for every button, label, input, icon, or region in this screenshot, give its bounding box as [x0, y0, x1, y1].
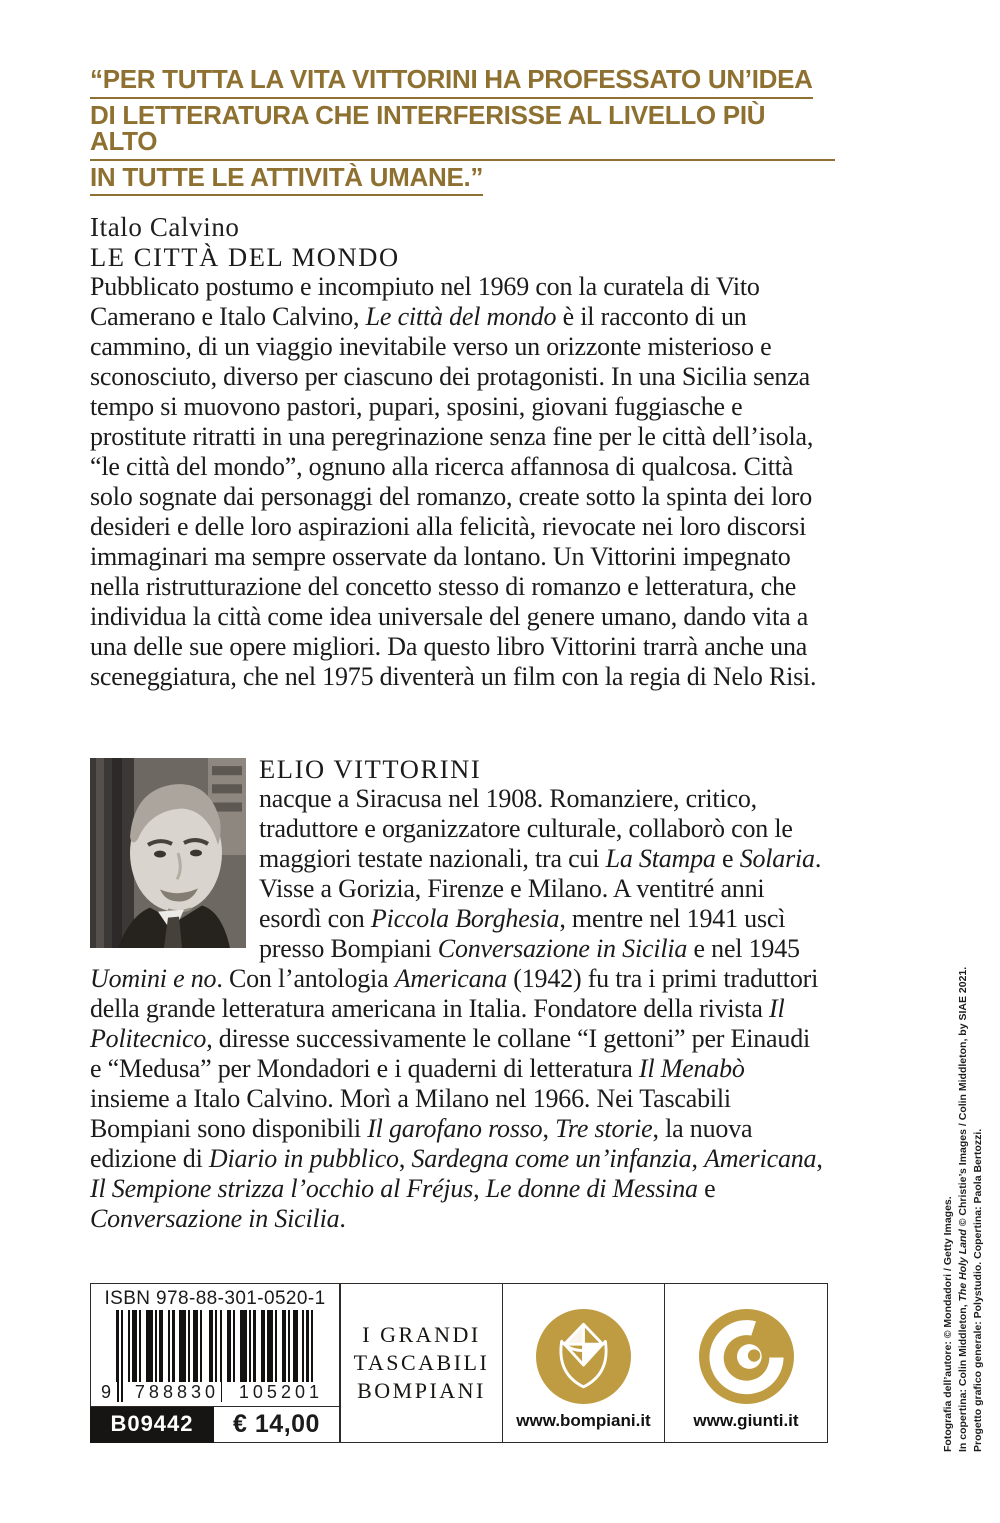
author-section — [90, 754, 827, 1234]
price-label: € 14,00 — [214, 1406, 340, 1443]
photo-credits — [941, 950, 986, 1452]
synopsis-text: Pubblicato postumo e incompiuto nel 1969 con la curatela di Vito Camerano e Italo Calvino, Le città del mondo è il racconto di un cammino, di un viaggio inevitabile verso un orizzonte misterioso e sconosciuto, diverso per ciascuno dei protagonisti. In una Sicilia senza tempo si muovono pastori, pupari, sposini, giovani fuggiasche e prostitute ritratti in una peregrinazione senza fine per le città dell’isola, “le città del mondo”, ognuno alla ricerca affannosa di qualcosa. Città solo sognate dai personaggi del romanzo, create sotto la spinta dei loro desideri e delle loro aspirazioni alla felicità, rievocate nei loro discorsi immaginari ma sempre osservate da lontano. Un Vittorini impegnato nella ristrutturazione del concetto stesso di romanzo e letteratura, che individua la città come idea universale del genere umano, dando vita a una delle sue opere migliori. Da questo libro Vittorini trarrà anche una sceneggiatura, che nel 1975 diventerà un film con la regia di Nelo Risi. — [90, 272, 817, 691]
book-title-heading: LE CITTÀ DEL MONDO — [90, 242, 400, 272]
barcode-digits — [99, 1382, 325, 1403]
quote-attribution: Italo Calvino — [90, 212, 240, 243]
barcode-box — [90, 1283, 340, 1407]
giunti-url: www.giunti.it — [693, 1411, 799, 1430]
cover-quote — [90, 66, 835, 243]
giunti-logo-icon — [699, 1309, 794, 1404]
barcode-digit-group: 105201 — [238, 1382, 323, 1402]
bompiani-logo-icon — [536, 1309, 631, 1404]
quote-text: DI LETTERATURA CHE INTERFERISSE AL LIVELLO PIÙ ALTO — [90, 102, 835, 161]
credit-line: In copertina: Colin Middleton, The Holy Land © Christie’s Images / Colin Middleton, by SIAE 2021. — [957, 966, 969, 1452]
series-line: TASCABILI — [353, 1350, 490, 1375]
quote-line — [90, 99, 835, 164]
credit-line: Fotografia dell’autore: © Mondadori / Getty Images. — [942, 1196, 954, 1452]
isbn-label: ISBN 978-88-301-0520-1 — [104, 1288, 326, 1309]
bompiani-panel — [502, 1283, 666, 1443]
author-name-heading: ELIO VITTORINI — [259, 754, 482, 784]
barcode-panel — [90, 1283, 340, 1443]
quote-line — [90, 161, 835, 200]
edition-code-badge: B09442 — [90, 1406, 214, 1443]
barcode-digit-group: 788830 — [134, 1382, 219, 1402]
code-price-row — [90, 1406, 340, 1443]
giunti-panel — [664, 1283, 828, 1443]
quote-line — [90, 66, 835, 102]
series-line: BOMPIANI — [357, 1378, 486, 1403]
quote-text: IN TUTTE LE ATTIVITÀ UMANE.” — [90, 164, 483, 197]
series-line: I GRANDI — [362, 1322, 481, 1347]
synopsis-section — [90, 242, 827, 692]
quote-text: “PER TUTTA LA VITA VITTORINI HA PROFESSATO UN’IDEA — [90, 66, 813, 99]
series-panel — [340, 1283, 503, 1443]
footer-strip — [90, 1283, 830, 1443]
bompiani-url: www.bompiani.it — [516, 1411, 651, 1430]
barcode-digit-group: 9 — [101, 1382, 116, 1402]
author-photo — [90, 758, 246, 948]
author-bio-text: nacque a Siracusa nel 1908. Romanziere, critico, traduttore e organizzatore culturale, collaborò con le maggiori testate nazionali, tra cui La Stampa e Solaria. Visse a Gorizia, Firenze e Milano. A ventitré anni esordì con Piccola Borghesia, mentre nel 1941 uscì presso Bompiani Conversazione in Sicilia e nel 1945 Uomini e no. Con l’antologia Americana (1942) fu tra i primi traduttori della grande letteratura americana in Italia. Fondatore della rivista Il Politecnico, diresse successivamente le collane “I gettoni” per Einaudi e “Medusa” per Mondadori e i quaderni di letteratura Il Menabò insieme a Italo Calvino. Morì a Milano nel 1966. Nei Tascabili Bompiani sono disponibili Il garofano rosso, Tre storie, la nuova edizione di Diario in pubblico, Sardegna come un’infanzia, Americana, Il Sempione strizza l’occhio al Fréjus, Le donne di Messina e Conversazione in Sicilia. — [90, 784, 823, 1233]
credit-line: Progetto grafico generale: Polystudio. Copertina: Paola Bertozzi. — [972, 1128, 984, 1452]
